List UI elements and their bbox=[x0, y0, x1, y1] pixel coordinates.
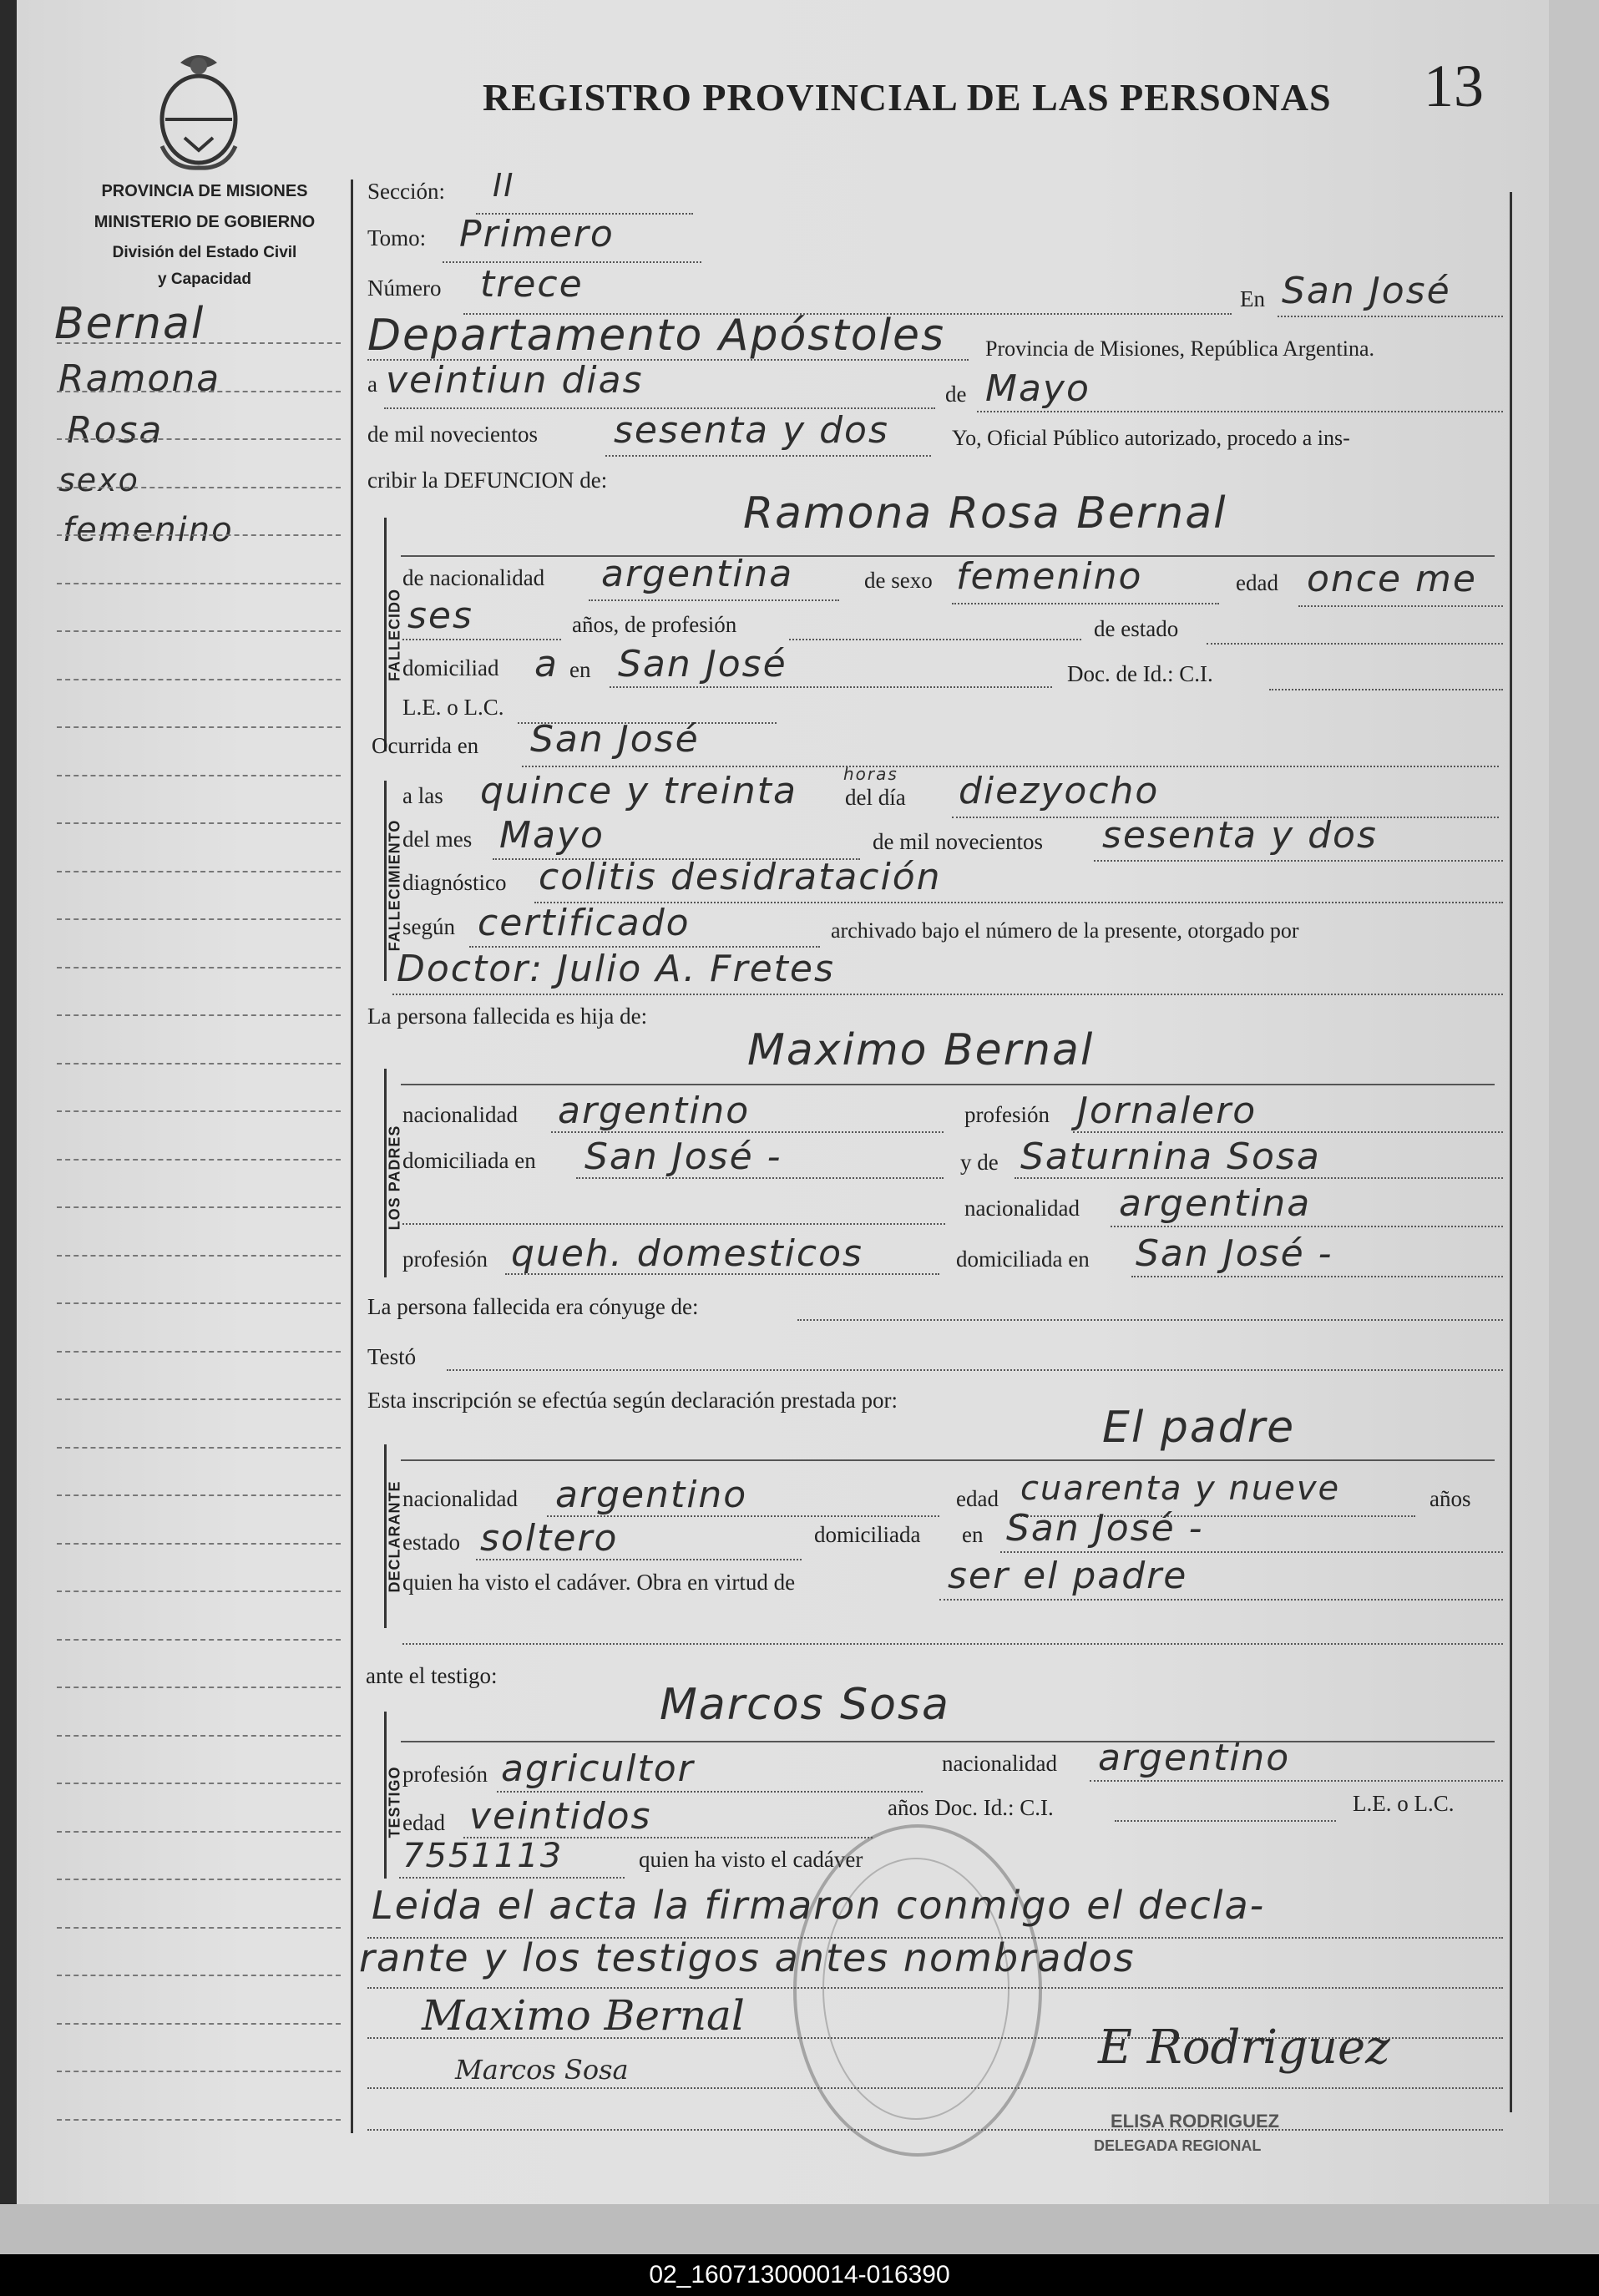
diagnostico-value: colitis desidratación bbox=[539, 856, 942, 898]
anio-value: sesenta y dos bbox=[614, 409, 889, 452]
margin-rule bbox=[57, 775, 341, 776]
seccion-label: Sección: bbox=[367, 179, 445, 204]
testigo-intro: ante el testigo: bbox=[366, 1663, 498, 1688]
padres-intro: La persona fallecida es hija de: bbox=[367, 1004, 648, 1029]
page-title: REGISTRO PROVINCIAL DE LAS PERSONAS bbox=[483, 76, 1332, 119]
margin-rule bbox=[57, 2071, 341, 2072]
madre-profesion-label: profesión bbox=[402, 1247, 488, 1272]
margin-rule bbox=[57, 342, 341, 344]
mes-fallecimiento-label: del mes bbox=[402, 827, 473, 852]
ocurrida-value: San José bbox=[530, 718, 700, 761]
margin-note-first-name: Ramona bbox=[58, 357, 221, 400]
doctor-value: Doctor: Julio A. Fretes bbox=[397, 948, 835, 990]
margin-note-sex: femenino bbox=[63, 511, 234, 549]
fallecido-sexo: femenino bbox=[956, 555, 1143, 598]
padre-nacionalidad-label: nacionalidad bbox=[402, 1102, 518, 1127]
margin-rule bbox=[57, 679, 341, 680]
fallecido-domicilio: San José bbox=[618, 643, 787, 685]
margin-rule bbox=[57, 1687, 341, 1688]
page-edge-shadow bbox=[1549, 0, 1599, 2204]
page-number: 13 bbox=[1424, 53, 1484, 119]
numero-value: trece bbox=[480, 263, 584, 306]
fallecido-sexo-label: de sexo bbox=[864, 568, 933, 593]
margin-rule bbox=[57, 1398, 341, 1400]
testo-label: Testó bbox=[367, 1344, 417, 1369]
margin-rule bbox=[57, 1159, 341, 1161]
fallecido-edad-part2: ses bbox=[407, 594, 473, 637]
conyuge-label: La persona fallecida era cónyuge de: bbox=[367, 1294, 699, 1319]
margin-rule bbox=[57, 1735, 341, 1737]
image-code-footer: 02_160713000014-016390 bbox=[0, 2254, 1599, 2296]
declarante-edad-label: edad bbox=[956, 1486, 999, 1511]
fallecido-section-label: FALLECIDO bbox=[386, 589, 403, 681]
right-column-border bbox=[1510, 192, 1512, 2112]
margin-rule bbox=[57, 1255, 341, 1257]
margin-rule bbox=[57, 1591, 341, 1592]
margin-rule bbox=[57, 1351, 341, 1353]
margin-rule bbox=[57, 1494, 341, 1496]
dia-value: veintiun dias bbox=[386, 359, 644, 402]
dia-label: del día bbox=[845, 785, 906, 810]
anio-fallecimiento: sesenta y dos bbox=[1102, 814, 1378, 857]
margin-rule bbox=[57, 583, 341, 584]
fallecido-domicilio-label: domiciliad bbox=[402, 655, 499, 680]
testigo-nacionalidad: argentino bbox=[1098, 1737, 1291, 1779]
en-value: San José bbox=[1282, 270, 1451, 312]
declarante-domicilio: San José - bbox=[1006, 1507, 1204, 1550]
margin-rule bbox=[57, 1014, 341, 1016]
margin-rule bbox=[57, 822, 341, 824]
horas-note: horas bbox=[843, 764, 898, 784]
fallecido-le-label: L.E. o L.C. bbox=[402, 695, 504, 720]
hora-value: quince y treinta bbox=[480, 770, 797, 812]
diagnostico-label: diagnóstico bbox=[402, 870, 507, 895]
declarante-visto-text: quien ha visto el cadáver. Obra en virtud de bbox=[402, 1570, 796, 1595]
numero-label: Número bbox=[367, 276, 442, 301]
officer-name-stamp: ELISA RODRIGUEZ bbox=[1111, 2111, 1280, 2132]
hora-label: a las bbox=[402, 783, 443, 808]
testigo-doc-label: años Doc. Id.: C.I. bbox=[888, 1795, 1054, 1820]
declarante-domicilio-label: domiciliada bbox=[814, 1522, 921, 1547]
padre-name: Maximo Bernal bbox=[747, 1025, 1095, 1075]
declarante-intro: Esta inscripción se efectúa según declaración prestada por: bbox=[367, 1388, 898, 1413]
margin-rule bbox=[57, 967, 341, 968]
signature-father: Maximo Bernal bbox=[422, 1991, 745, 2040]
fallecido-edad-part1: once me bbox=[1307, 558, 1477, 600]
margin-rule bbox=[57, 534, 341, 536]
testigo-nacionalidad-label: nacionalidad bbox=[942, 1751, 1057, 1776]
inscribir-text: cribir la DEFUNCION de: bbox=[367, 468, 608, 493]
fallecido-nacionalidad: argentina bbox=[601, 553, 794, 595]
margin-rule bbox=[57, 1927, 341, 1929]
declarante-en-label: en bbox=[962, 1522, 984, 1547]
signature-officer: E Rodriguez bbox=[1098, 2020, 1390, 2075]
margin-rule bbox=[57, 1543, 341, 1545]
margin-rule bbox=[57, 1206, 341, 1208]
testigo-documento: 7551113 bbox=[402, 1837, 564, 1875]
segun-value: certificado bbox=[478, 902, 691, 944]
margin-rule bbox=[57, 1063, 341, 1065]
margin-rule bbox=[57, 438, 341, 440]
margin-note-sex-label: sexo bbox=[58, 462, 139, 498]
org-capacity: y Capacidad bbox=[158, 271, 251, 288]
page-bottom-edge bbox=[0, 2204, 1599, 2254]
margin-rule bbox=[57, 871, 341, 872]
margin-rule bbox=[57, 1447, 341, 1449]
tomo-label: Tomo: bbox=[367, 225, 427, 250]
fallecido-en-label: en bbox=[569, 657, 591, 682]
fallecido-domicilio-suffix: a bbox=[534, 643, 559, 685]
madre-nacionalidad-label: nacionalidad bbox=[964, 1196, 1080, 1221]
left-column-border bbox=[351, 180, 353, 2133]
margin-rule bbox=[57, 1302, 341, 1304]
org-division: División del Estado Civil bbox=[112, 244, 297, 261]
tomo-value: Primero bbox=[459, 213, 615, 255]
oficial-text: Yo, Oficial Público autorizado, procedo a ins- bbox=[952, 426, 1350, 450]
margin-rule bbox=[57, 918, 341, 920]
margin-rule bbox=[57, 1783, 341, 1784]
fallecido-estado-label: de estado bbox=[1094, 616, 1179, 641]
ocurrida-label: Ocurrida en bbox=[372, 733, 479, 758]
org-ministry: MINISTERIO DE GOBIERNO bbox=[94, 213, 316, 231]
dia-prefix: a bbox=[367, 372, 377, 397]
declarante-estado: soltero bbox=[480, 1517, 619, 1560]
madre-profesion: queh. domesticos bbox=[511, 1232, 863, 1275]
madre-nacionalidad: argentina bbox=[1119, 1182, 1312, 1225]
madre-name: Saturnina Sosa bbox=[1020, 1135, 1321, 1178]
testigo-edad: veintidos bbox=[469, 1795, 652, 1838]
archivado-text: archivado bajo el número de la presente, otorgado por bbox=[831, 918, 1299, 943]
org-province: PROVINCIA DE MISIONES bbox=[101, 182, 308, 200]
margin-rule bbox=[57, 1639, 341, 1641]
margin-rule bbox=[57, 1975, 341, 1976]
margin-rule bbox=[57, 2023, 341, 2025]
testigo-edad-label: edad bbox=[402, 1810, 445, 1835]
margin-rule bbox=[57, 487, 341, 488]
coat-of-arms-icon bbox=[155, 46, 242, 171]
en-label: En bbox=[1240, 286, 1265, 311]
fallecido-nacionalidad-label: de nacionalidad bbox=[402, 565, 545, 590]
closing-line-1: Leida el acta la firmaron conmigo el decla- bbox=[372, 1883, 1266, 1928]
declarante-nacionalidad-label: nacionalidad bbox=[402, 1486, 518, 1511]
fallecido-name: Ramona Rosa Bernal bbox=[743, 488, 1227, 539]
testigo-le-label: L.E. o L.C. bbox=[1353, 1791, 1455, 1816]
padre-domicilio: San José - bbox=[584, 1135, 782, 1178]
padre-profesion: Jornalero bbox=[1077, 1090, 1257, 1132]
margin-rule bbox=[57, 1831, 341, 1833]
declarante-anios-label: años bbox=[1429, 1486, 1471, 1511]
testigo-nombre: Marcos Sosa bbox=[660, 1680, 950, 1730]
mes-value: Mayo bbox=[985, 367, 1090, 410]
testigo-visto-text: quien ha visto el cadáver bbox=[639, 1847, 863, 1872]
signature-witness: Marcos Sosa bbox=[455, 2054, 629, 2086]
departamento-value: Departamento Apóstoles bbox=[367, 311, 946, 361]
margin-rule bbox=[57, 391, 341, 392]
madre-domicilio-label: domiciliada en bbox=[956, 1247, 1090, 1272]
fallecimiento-section-label: FALLECIMIENTO bbox=[386, 819, 403, 952]
mes-label: de bbox=[945, 382, 967, 407]
declarante-virtud: ser el padre bbox=[948, 1555, 1188, 1597]
testigo-profesion: agricultor bbox=[501, 1747, 695, 1790]
officer-title-stamp: DELEGADA REGIONAL bbox=[1094, 2137, 1262, 2154]
madre-domicilio: San José - bbox=[1136, 1232, 1333, 1275]
fallecido-edad-label: edad bbox=[1236, 570, 1278, 595]
declarante-edad: cuarenta y nueve bbox=[1020, 1469, 1341, 1508]
fallecimiento-dia: diezyocho bbox=[959, 770, 1160, 812]
padre-nacionalidad: argentino bbox=[558, 1090, 751, 1132]
declarante-nombre: El padre bbox=[1102, 1403, 1296, 1453]
fallecido-profesion-label: años, de profesión bbox=[572, 612, 737, 637]
margin-rule bbox=[57, 1879, 341, 1880]
padre-domicilio-label: domiciliada en bbox=[402, 1148, 536, 1173]
declarante-estado-label: estado bbox=[402, 1530, 460, 1555]
margin-rule bbox=[57, 726, 341, 728]
margin-note-surname: Bernal bbox=[54, 299, 205, 349]
closing-line-2: rante y los testigos antes nombrados bbox=[359, 1935, 1136, 1980]
seccion-value: II bbox=[493, 167, 515, 204]
declarante-nacionalidad: argentino bbox=[555, 1474, 748, 1516]
declarante-section-label: DECLARANTE bbox=[386, 1480, 403, 1593]
madre-label: y de bbox=[960, 1150, 999, 1175]
provincia-text: Provincia de Misiones, República Argentina. bbox=[985, 336, 1374, 361]
margin-rule bbox=[57, 630, 341, 632]
padres-section-label: LOS PADRES bbox=[386, 1125, 403, 1231]
anio-label: de mil novecientos bbox=[367, 422, 538, 447]
padre-profesion-label: profesión bbox=[964, 1102, 1050, 1127]
margin-rule bbox=[57, 1110, 341, 1112]
margin-rule bbox=[57, 2119, 341, 2121]
margin-note-middle-name: Rosa bbox=[67, 409, 164, 452]
testigo-profesion-label: profesión bbox=[402, 1762, 488, 1787]
testigo-section-label: TESTIGO bbox=[386, 1766, 403, 1838]
anio-fallecimiento-label: de mil novecientos bbox=[873, 829, 1043, 854]
segun-label: según bbox=[402, 914, 455, 939]
fallecido-doc-label: Doc. de Id.: C.I. bbox=[1067, 661, 1213, 686]
mes-fallecimiento: Mayo bbox=[499, 814, 605, 857]
